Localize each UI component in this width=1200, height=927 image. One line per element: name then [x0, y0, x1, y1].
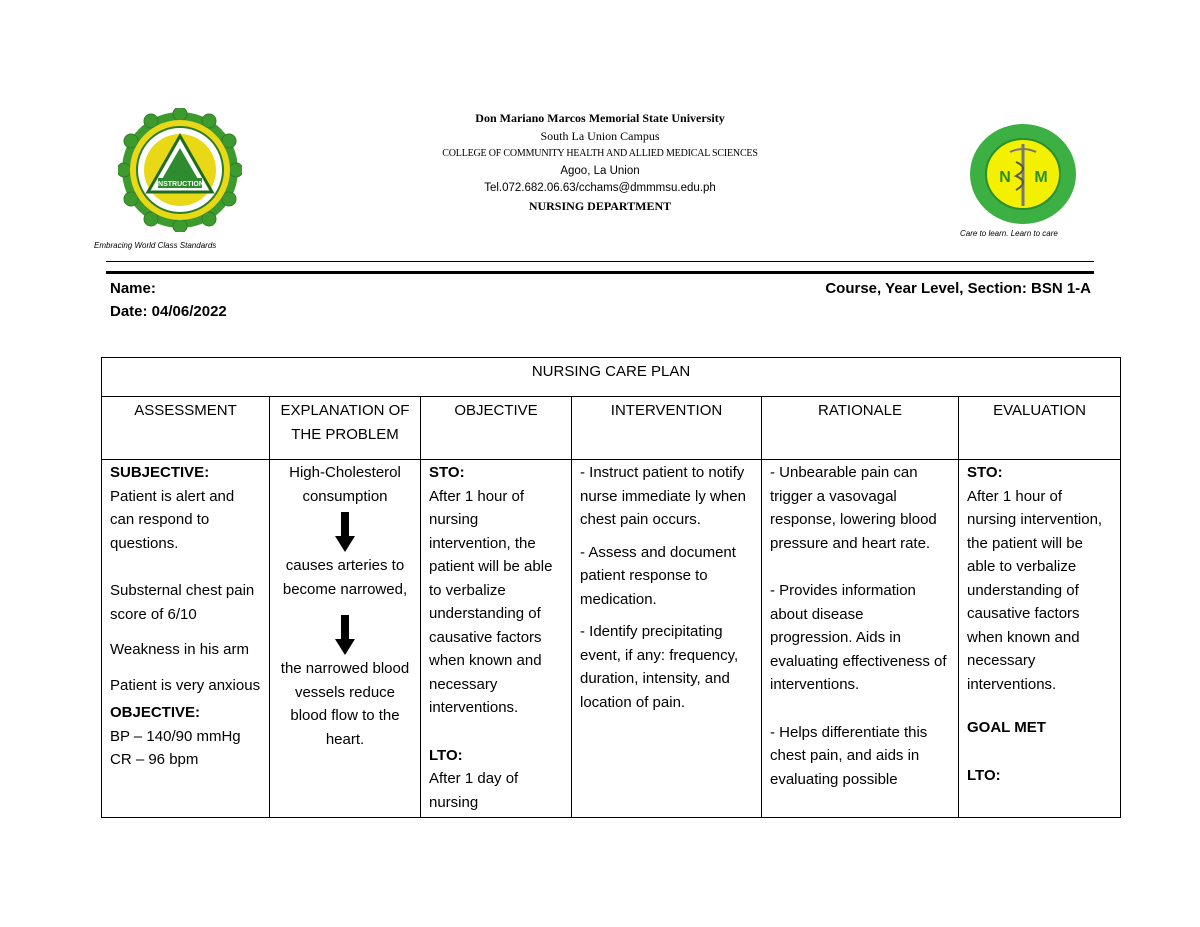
assessment-cell	[102, 460, 270, 818]
campus-name: South La Union Campus	[540, 128, 660, 143]
rationale-item: - Unbearable pain can trigger a vasovagal response, lowering blood pressure and heart rate.	[770, 464, 937, 552]
explanation-step: High-Cholesterol consumption	[289, 464, 401, 505]
svg-text:N: N	[999, 169, 1011, 186]
sto-text: After 1 hour of nursing intervention, the patient will be able to verbalize understanding of causative factors when known and necessary interventions.	[967, 487, 1103, 693]
rationale-item: - Provides information about disease progression. Aids in evaluating effectiveness of interventions.	[770, 582, 947, 693]
column-header: EXPLANATION OF THE PROBLEM	[270, 397, 421, 460]
cchams-logo	[968, 122, 1078, 226]
dmmmsu-logo	[118, 108, 242, 232]
address: Agoo, La Union	[560, 164, 640, 177]
down-arrow-icon	[278, 615, 412, 655]
explanation-step: causes arteries to become narrowed,	[282, 557, 408, 598]
column-header: EVALUATION	[959, 397, 1121, 460]
subjective-label: SUBJECTIVE:	[110, 464, 210, 481]
header-divider-thin	[106, 261, 1094, 262]
subjective-data: Patient is alert and can respond to questions.	[110, 487, 235, 552]
svg-text:M: M	[1034, 169, 1048, 186]
svg-text:INSTRUCTION: INSTRUCTION	[156, 181, 204, 188]
objective-label: OBJECTIVE:	[110, 704, 201, 721]
intervention-item: - Assess and document patient response to medication.	[580, 543, 736, 608]
sto-text: After 1 hour of nursing intervention, the patient will be able to verbalize understanding of causative factors when known and necessary interventions.	[429, 487, 553, 716]
column-header: RATIONALE	[762, 397, 959, 460]
university-name: Don Mariano Marcos Memorial State University	[475, 111, 725, 125]
subjective-data: Substernal chest pain score of 6/10	[110, 582, 255, 623]
sto-label: STO:	[967, 464, 1003, 481]
name-label: Name:	[110, 280, 156, 297]
objective-data: BP – 140/90 mmHg	[110, 727, 241, 745]
lto-label: LTO:	[429, 746, 463, 764]
subjective-data: Patient is very anxious	[110, 676, 261, 694]
subjective-data: Weakness in his arm	[110, 641, 249, 658]
evaluation-cell	[959, 460, 1121, 818]
intervention-cell	[572, 460, 762, 818]
header-divider-thick	[106, 271, 1094, 274]
table-body-row	[102, 460, 1121, 818]
column-header: OBJECTIVE	[421, 397, 572, 460]
explanation-cell	[270, 460, 421, 818]
lto-label: LTO:	[967, 766, 1001, 784]
right-tagline: Care to learn. Learn to care	[960, 229, 1058, 238]
college-name: COLLEGE OF COMMUNITY HEALTH AND ALLIED MEDICAL SCIENCES	[442, 148, 758, 159]
column-header: INTERVENTION	[572, 397, 762, 460]
explanation-step: the narrowed blood vessels reduce blood flow to the heart.	[280, 660, 410, 748]
institution-header	[300, 110, 900, 215]
department-name: NURSING DEPARTMENT	[528, 198, 672, 213]
column-header-row	[102, 397, 1121, 460]
lto-text: After 1 day of nursing	[429, 770, 519, 811]
goal-status: GOAL MET	[967, 719, 1046, 736]
sto-label: STO:	[429, 464, 465, 481]
contact-info: Tel.072.682.06.63/cchams@dmmmsu.edu.ph	[484, 182, 716, 194]
rationale-item: - Helps differentiate this chest pain, and aids in evaluating possible	[770, 723, 928, 788]
objective-data: CR – 96 bpm	[110, 751, 199, 768]
student-info-left	[110, 277, 227, 323]
objective-cell	[421, 460, 572, 818]
column-header: ASSESSMENT	[102, 397, 270, 460]
course-label: Course, Year Level, Section: BSN 1-A	[825, 280, 1091, 297]
date-label: Date: 04/06/2022	[110, 303, 227, 320]
table-title: NURSING CARE PLAN	[102, 358, 1121, 397]
down-arrow-icon	[278, 512, 412, 552]
intervention-item: - Identify precipitating event, if any: frequency, duration, intensity, and location of pain.	[580, 623, 739, 711]
nursing-care-plan-table	[101, 357, 1121, 818]
left-tagline: Embracing World Class Standards	[94, 241, 217, 250]
rationale-cell	[762, 460, 959, 818]
intervention-item: - Instruct patient to notify nurse immediate ly when chest pain occurs.	[580, 464, 746, 528]
